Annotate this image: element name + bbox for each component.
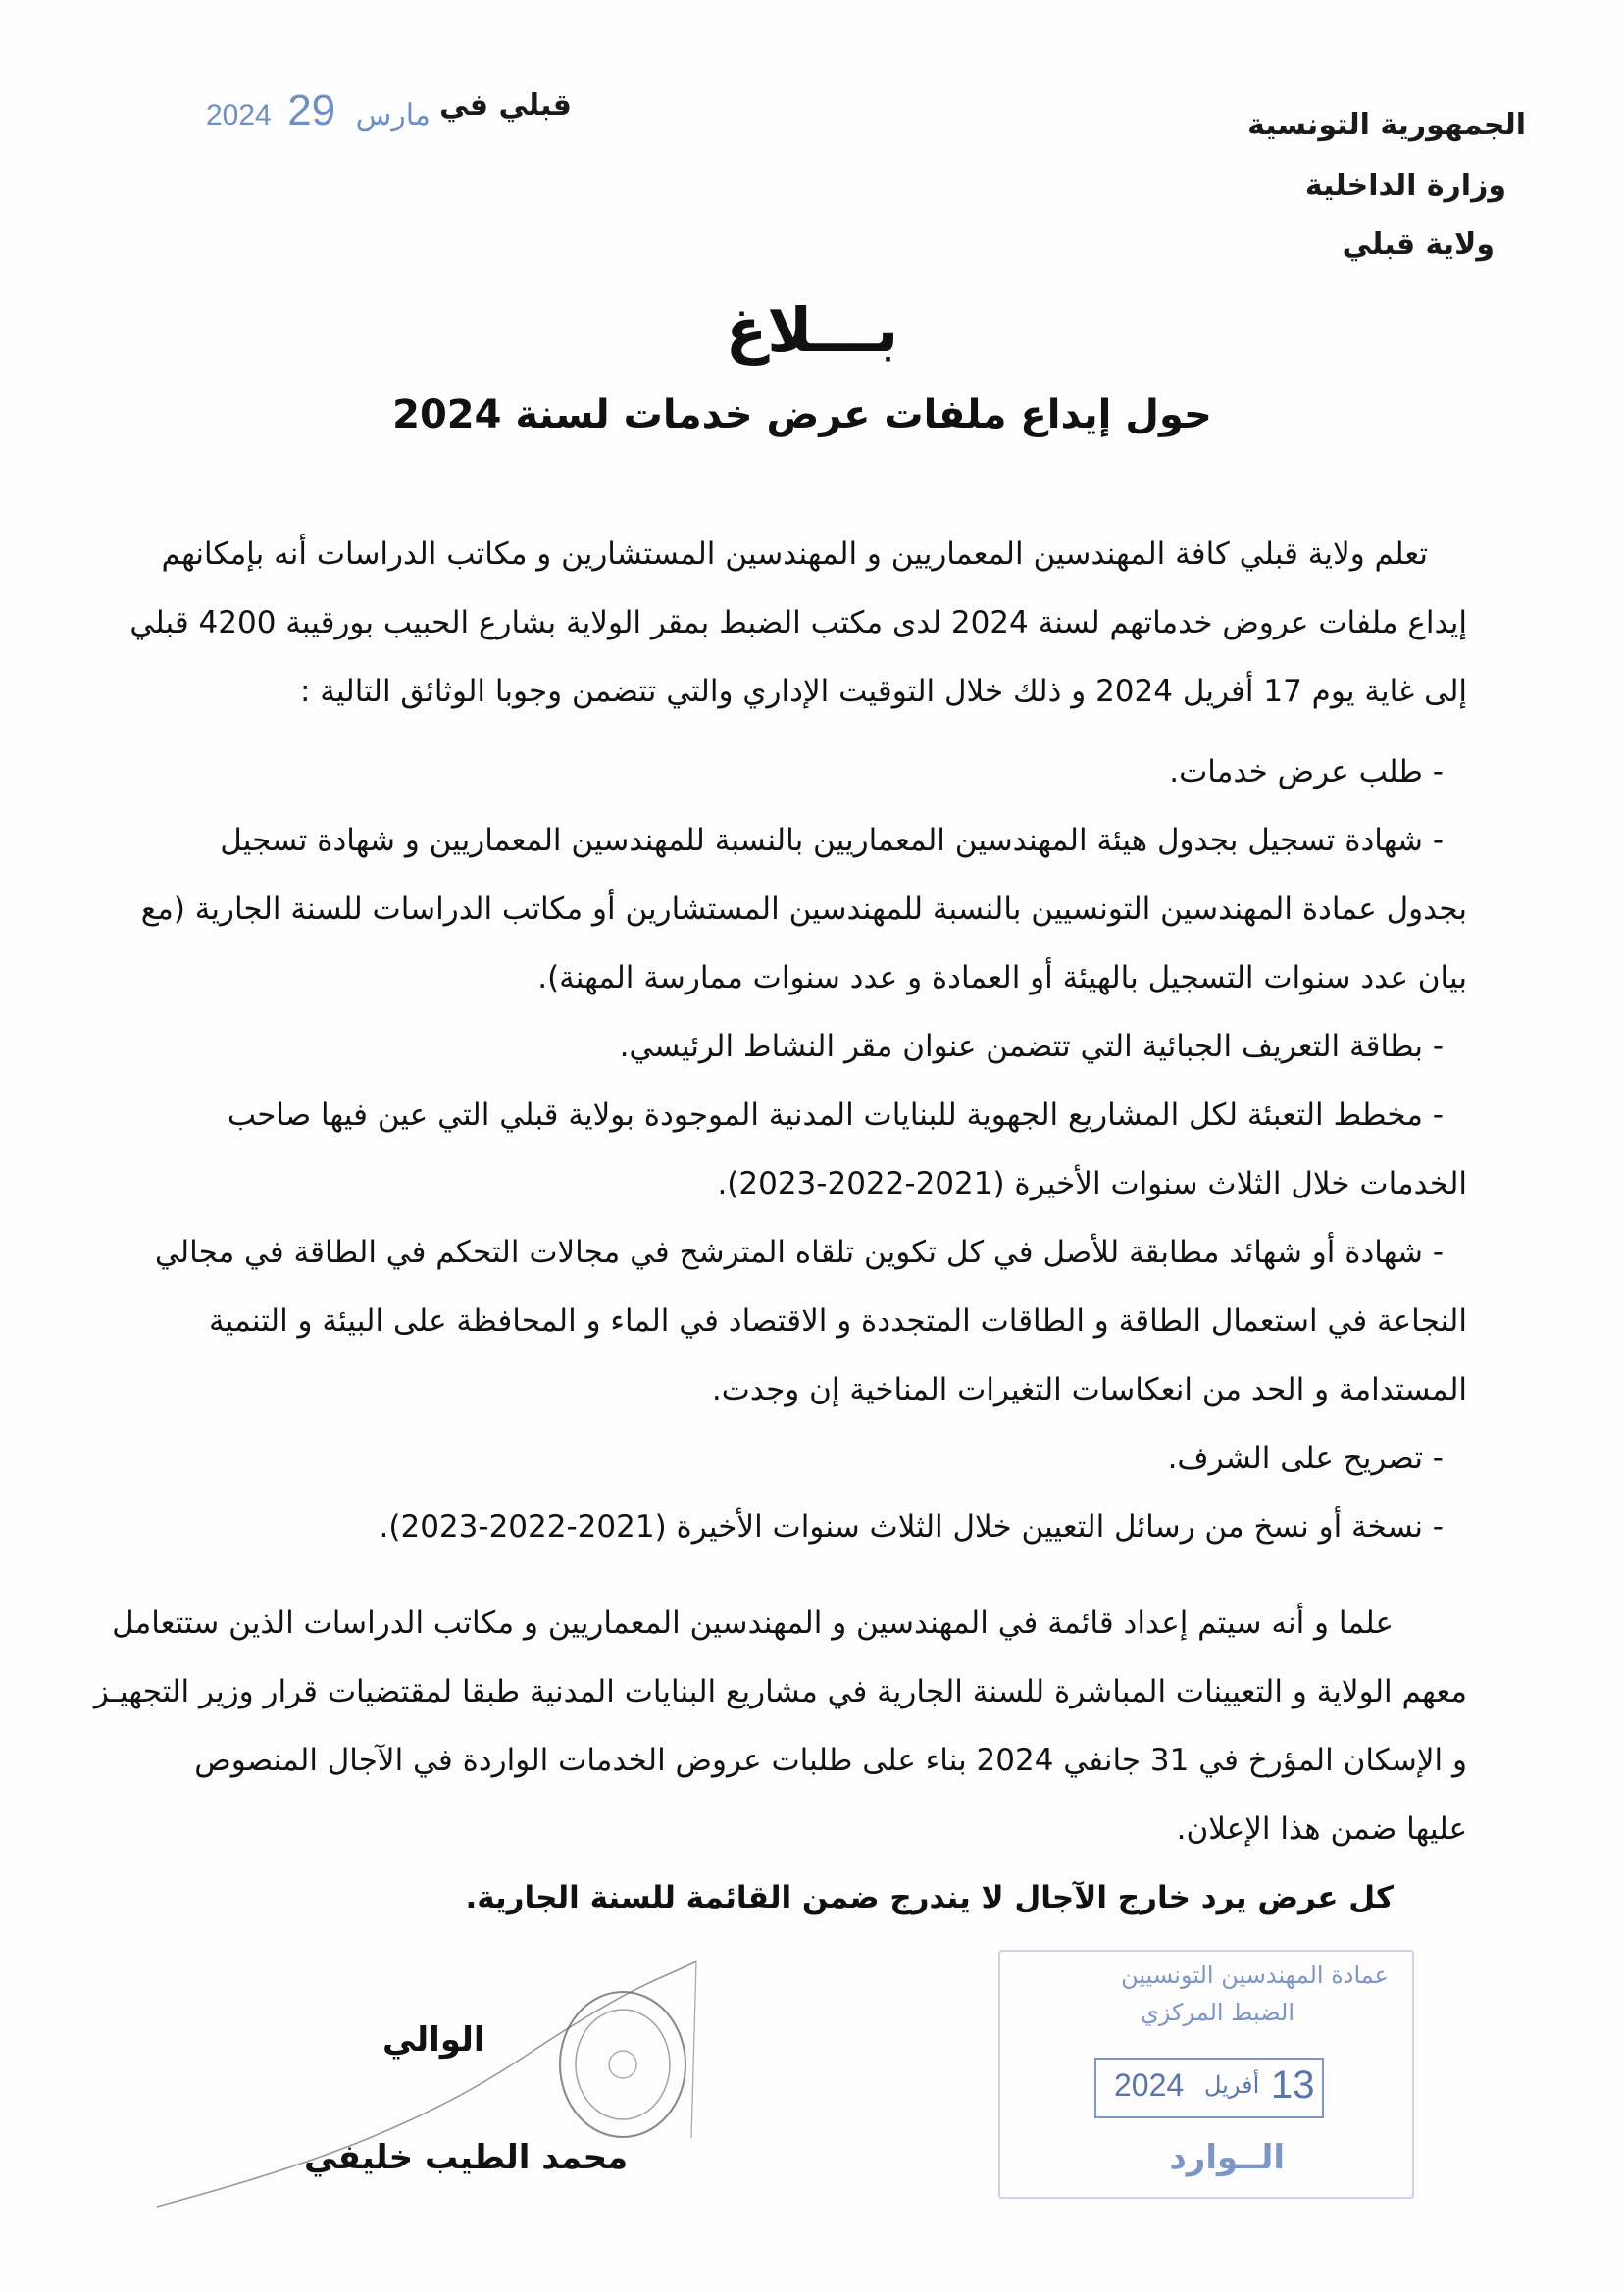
header-governorate: ولاية قبلي [1342,228,1495,262]
document-item-line: - مخطط التعبئة لكل المشاريع الجهوية للبنايات المدنية الموجودة بولاية قبلي التي عين فيها صاحب [227,1097,1444,1133]
document-item-line: بيان عدد سنوات التسجيل بالهيئة أو العمادة و عدد سنوات ممارسة المهنة). [537,960,1467,995]
document-item-line: - نسخة أو نسخ من رسائل التعيين خلال الثلاث سنوات الأخيرة (2021-2022-2023). [379,1509,1444,1545]
document-item [98,806,1467,1012]
header-ministry: وزارة الداخلية [1304,169,1506,203]
closing-line: معهم الولاية و التعيينات المباشرة للسنة الجارية في مشاريع البنايات المدنية طبقا لمقتضيات قرار وزير التجهيـز [93,1674,1467,1709]
closing-paragraph [88,1589,1467,1932]
document-item-line: النجاعة في استعمال الطاقة و الطاقات المتجددة و الاقتصاد في الماء و المحافظة على البيئة و التنمية [209,1303,1467,1339]
page-title: بـــلاغ [725,294,899,366]
signature-scribble [147,1942,716,2226]
stamp-office: الضبط المركزي [1141,1999,1294,2026]
document-item-line: الخدمات خلال الثلاث سنوات الأخيرة (2021-2022-2023). [717,1166,1467,1201]
document-item-line: - شهادة أو شهائد مطابقة للأصل في كل تكوين تلقاه المترشح في مجالات التحكم في الطاقة في مجالي [154,1235,1444,1270]
closing-line: و الإسكان المؤرخ في 31 جانفي 2024 بناء على طلبات عروض الخدمات الواردة في الآجال المنصوص [194,1743,1467,1778]
date-stamp [206,86,431,135]
document-item-line: - طلب عرض خدمات. [1169,754,1444,789]
document-item-line: المستدامة و الحد من انعكاسات التغيرات المناخية إن وجدت. [711,1372,1467,1407]
document-item [98,1081,1467,1218]
date-month: مارس [355,99,431,131]
signature-name: محمد الطيب خليفي [304,2138,629,2177]
header-republic: الجمهورية التونسية [1247,108,1526,142]
stamp-day: 13 [1271,2063,1315,2107]
date-day: 29 [287,86,336,134]
stamp-label: الــوارد [1169,2138,1285,2177]
date-year: 2024 [206,99,272,131]
stamp-month: أفريل [1204,2072,1260,2099]
received-stamp [998,1950,1414,2199]
document-item-line: بجدول عمادة المهندسين التونسيين بالنسبة للمهندسين المستشارين أو مكاتب الدراسات للسنة الجارية (مع [140,891,1467,927]
document-item-line: - بطاقة التعريف الجبائية التي تتضمن عنوان مقر النشاط الرئيسي. [619,1029,1444,1064]
closing-line: علما و أنه سيتم إعداد قائمة في المهندسين و المهندسين المعماريين و مكاتب الدراسات الذين ستتعامل [112,1605,1394,1641]
stamp-year: 2024 [1114,2067,1185,2103]
stamp-date-box [1094,2058,1324,2118]
document-item [98,1012,1467,1081]
closing-line: عليها ضمن هذا الإعلان. [1176,1811,1467,1847]
documents-list [98,738,1467,1561]
document-item-line: - تصريح على الشرف. [1167,1441,1444,1476]
document-item-line: - شهادة تسجيل بجدول هيئة المهندسين المعماريين بالنسبة للمهندسين المعماريين و شهادة تسجيل [220,823,1444,858]
stamp-org: عمادة المهندسين التونسيين [1121,1961,1389,1989]
document-item [98,1493,1467,1561]
intro-line: تعلم ولاية قبلي كافة المهندسين المعماريين و المهندسين المستشارين و مكاتب الدراسات أنه بإمكانهم [161,536,1428,572]
closing-final-line: كل عرض يرد خارج الآجال لا يندرج ضمن القائمة للسنة الجارية. [465,1880,1394,1915]
document-item [98,1424,1467,1493]
intro-line: إلى غاية يوم 17 أفريل 2024 و ذلك خلال التوقيت الإداري والتي تتضمن وجوبا الوثائق التالية : [299,674,1467,709]
signature-role: الوالي [382,2020,485,2060]
document-item [98,738,1467,806]
intro-line: إيداع ملفات عروض خدماتهم لسنة 2024 لدى مكتب الضبط بمقر الولاية بشارع الحبيب بورقيبة 4200 قبلي [129,605,1467,640]
date-place: قبلي في [439,88,572,123]
document-item [98,1218,1467,1424]
page-subtitle: حول إيداع ملفات عرض خدمات لسنة 2024 [392,392,1212,437]
intro-paragraph [98,520,1467,726]
